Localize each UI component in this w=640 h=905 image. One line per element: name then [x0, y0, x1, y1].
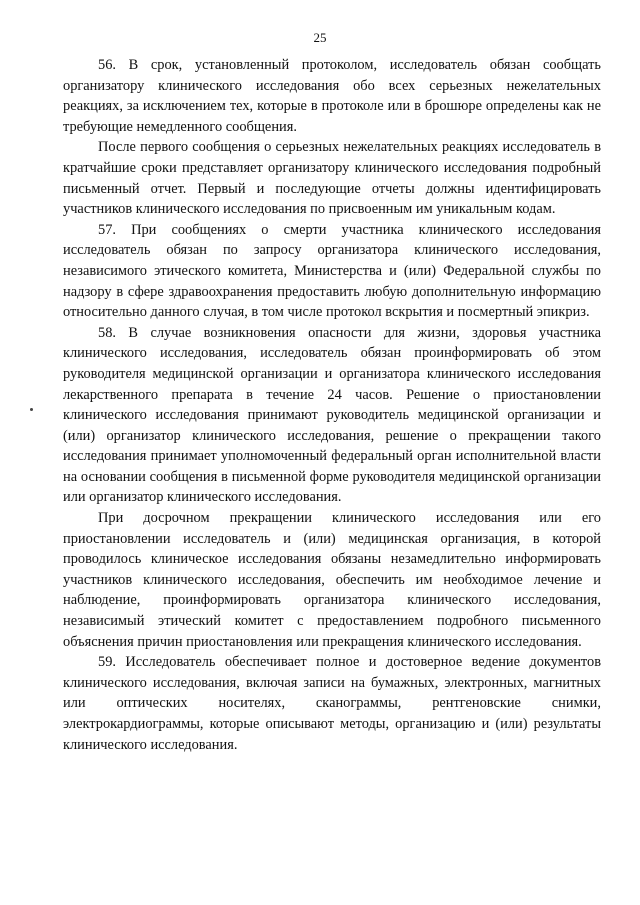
- paragraph-59: 59. Исследователь обеспечивает полное и достоверное ведение документов клинического исследования, включая записи на бумажных, электронных, магнитных или оптических носителях, сканограммы, рентгеновские снимки, электрокардиограммы, которые описывают методы, организацию и (или) результаты клинического исследования.: [63, 654, 601, 753]
- paragraph-56: 56. В срок, установленный протоколом, исследователь обязан сообщать организатору клинического исследования обо всех серьезных нежелательных реакциях, за исключением тех, которые в протоколе или в брошюре определены как не требующие немедленного сообщения.: [63, 57, 601, 135]
- page-number: 25: [313, 30, 327, 45]
- paragraph-58: 58. В случае возникновения опасности для жизни, здоровья участника клинического исследования, исследователь обязан проинформировать об этом руководителя медицинской организации и организатора клинического исследования лекарственного препарата в течение 24 часов. Решение о приостановлении клинического исследования принимают руководитель медицинской организации и (или) организатор клинического исследования, решение о прекращении такого исследования принимает уполномоченный федеральный орган исполнительной власти на основании сообщения в письменной форме руководителя медицинской организации или организатор клинического исследования.: [63, 324, 601, 506]
- margin-mark: [30, 408, 33, 411]
- paragraph-58-termination: При досрочном прекращении клинического исследования или его приостановлении исследователь и (или) медицинская организация, в которой проводилось клиническое исследования обязаны незамедлительно информировать участников клинического исследования, обеспечить им необходимое лечение и наблюдение, проинформировать организатора клинического исследования, независимый этический комитет с предоставлением подробного письменного объяснения причин приостановления или прекращения клинического исследования.: [63, 510, 601, 650]
- document-body: [63, 55, 601, 755]
- paragraph-57: 57. При сообщениях о смерти участника клинического исследования исследователь обязан по запросу организатора клинического исследования, независимого этического комитета, Министерства и (или) Федеральной службы по надзору в сфере здравоохранения предоставить любую дополнительную информацию относительно данного случая, в том числе протокол вскрытия и посмертный эпикриз.: [63, 221, 601, 321]
- paragraph-56-report: После первого сообщения о серьезных нежелательных реакциях исследователь в кратчайшие сроки представляет организатору клинического исследования подробный письменный отчет. Первый и последующие отчеты должны идентифицировать участников клинического исследования по присвоенным им уникальным кодам.: [63, 139, 601, 218]
